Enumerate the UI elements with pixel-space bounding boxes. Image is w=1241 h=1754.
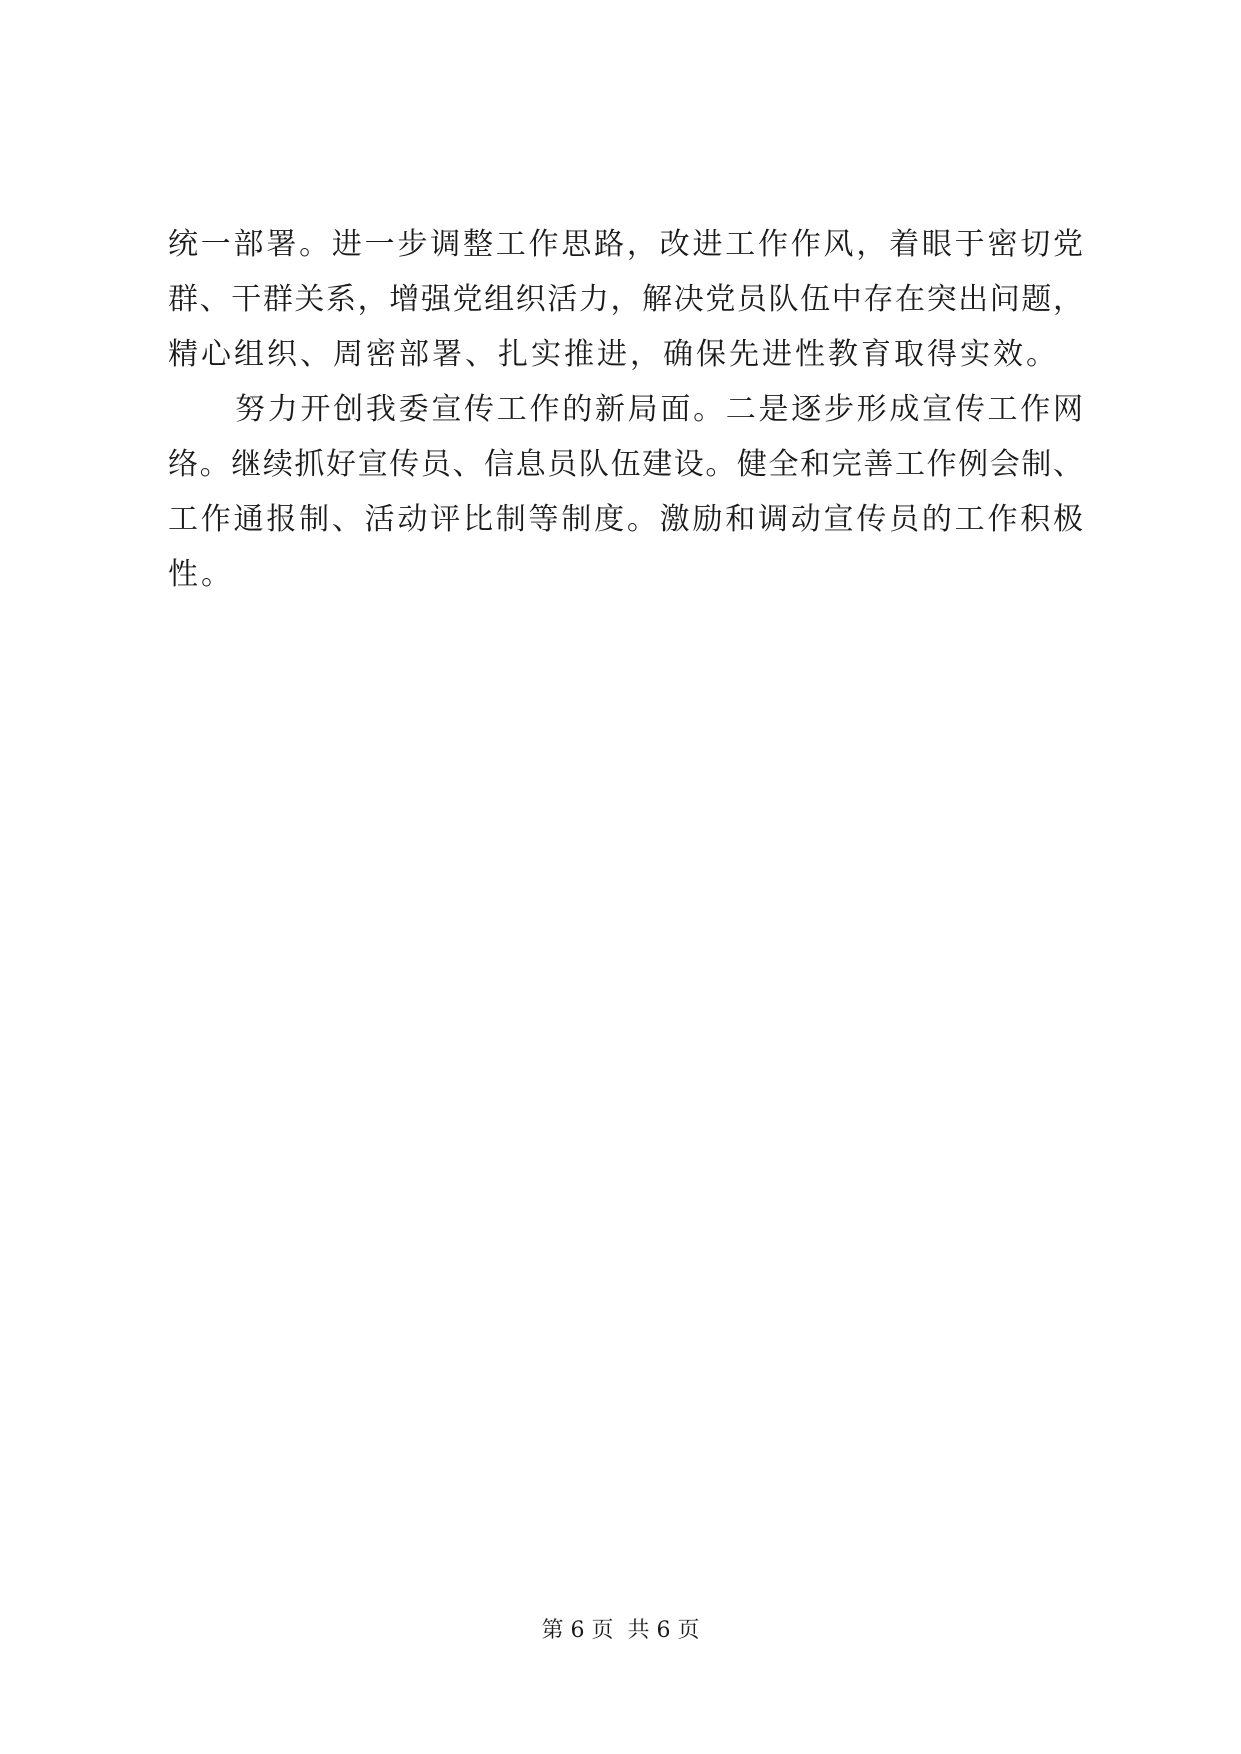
paragraph-line: 群、干群关系，增强党组织活力，解决党员队伍中存在突出问题， bbox=[168, 282, 1083, 317]
page-total: 共 6 页 bbox=[627, 1618, 700, 1643]
paragraph-1 bbox=[168, 227, 1083, 372]
document-body bbox=[168, 227, 1083, 615]
paragraph-line: 络。继续抓好宣传员、信息员队伍建设。健全和完善工作例会制、 bbox=[168, 447, 1083, 482]
page-footer bbox=[0, 1619, 1241, 1643]
paragraph-2 bbox=[168, 392, 1083, 592]
paragraph-line: 统一部署。进一步调整工作思路，改进工作作风，着眼于密切党 bbox=[168, 227, 1083, 262]
page-number: 第 6 页 bbox=[541, 1618, 614, 1643]
paragraph-line: 精心组织、周密部署、扎实推进，确保先进性教育取得实效。 bbox=[168, 337, 1059, 372]
paragraph-line: 工作通报制、活动评比制等制度。激励和调动宣传员的工作积极 bbox=[168, 502, 1083, 537]
paragraph-line: 努力开创我委宣传工作的新局面。二是逐步形成宣传工作网 bbox=[235, 392, 1083, 427]
paragraph-line: 性。 bbox=[168, 557, 234, 592]
